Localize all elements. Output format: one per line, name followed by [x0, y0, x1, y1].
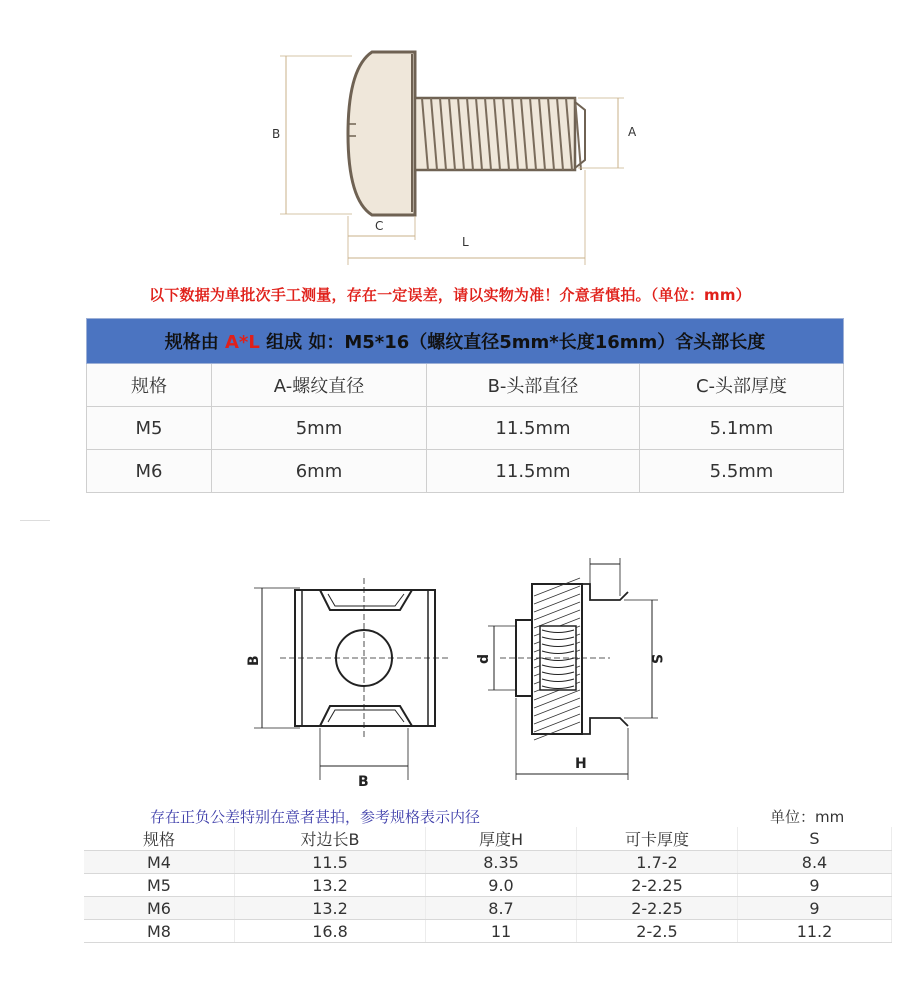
header-highlight: A*L [225, 332, 260, 353]
nut-unit-label: 单位：mm [770, 808, 845, 826]
table-cell: M5 [87, 407, 212, 450]
table-cell: 11.5mm [427, 407, 640, 450]
divider [20, 520, 50, 521]
column-header: 对边长B [235, 827, 426, 851]
cage-nut-spec-table [84, 827, 892, 943]
table-cell: 2-2.5 [577, 920, 738, 943]
table-cell: 1.7-2 [577, 851, 738, 874]
table-cell: 5.5mm [640, 450, 844, 493]
table-row [84, 897, 892, 920]
table-cell: 8.7 [426, 897, 577, 920]
table-cell: 11.2 [738, 920, 892, 943]
table-cell: 5.1mm [640, 407, 844, 450]
table-cell: 13.2 [235, 874, 426, 897]
column-header: 规格 [84, 827, 235, 851]
table-cell: 16.8 [235, 920, 426, 943]
table-row [84, 851, 892, 874]
table-cell: 13.2 [235, 897, 426, 920]
table-cell: M8 [84, 920, 235, 943]
table-row [84, 920, 892, 943]
table-row [87, 364, 844, 407]
table-cell: 8.35 [426, 851, 577, 874]
table-cell: 11 [426, 920, 577, 943]
nut-label-d: d [476, 653, 492, 664]
table-cell: M4 [84, 851, 235, 874]
table-cell: 6mm [212, 450, 427, 493]
table-cell: 5mm [212, 407, 427, 450]
header-suffix: 组成 如：M5*16（螺纹直径5mm*长度16mm）含头部长度 [259, 332, 766, 353]
cage-nut-diagram [240, 548, 664, 790]
table-cell: 9.0 [426, 874, 577, 897]
nut-label-b-left: B [246, 655, 262, 666]
screw-spec-table [86, 318, 844, 493]
screw-label-c: C [375, 219, 384, 233]
column-header: 规格 [87, 364, 212, 407]
column-header: 可卡厚度 [577, 827, 738, 851]
table-cell: M6 [84, 897, 235, 920]
column-header: S [738, 827, 892, 851]
table-cell: 9 [738, 897, 892, 920]
table-cell: 9 [738, 874, 892, 897]
table-row [84, 874, 892, 897]
screw-label-a: A [628, 125, 637, 139]
screw-label-l: L [462, 235, 469, 249]
nut-label-b-bottom: B [358, 774, 369, 790]
table-row [87, 407, 844, 450]
nut-label-s: S [648, 654, 664, 665]
table-cell: 2-2.25 [577, 897, 738, 920]
table-cell: 8.4 [738, 851, 892, 874]
table-cell: 11.5 [235, 851, 426, 874]
nut-tolerance-caption: 存在正负公差特别在意者甚拍，参考规格表示内径 [150, 808, 481, 826]
table-cell: M5 [84, 874, 235, 897]
table-cell: 11.5mm [427, 450, 640, 493]
table-row [84, 827, 892, 851]
table-cell: 2-2.25 [577, 874, 738, 897]
screw-label-b: B [272, 127, 281, 141]
header-prefix: 规格由 [164, 332, 225, 353]
table-cell: M6 [87, 450, 212, 493]
table-row [87, 450, 844, 493]
column-header: 厚度H [426, 827, 577, 851]
screw-diagram [260, 40, 660, 270]
nut-label-h: H [575, 756, 587, 772]
spec-table-header [87, 319, 844, 364]
column-header: C-头部厚度 [640, 364, 844, 407]
column-header: B-头部直径 [427, 364, 640, 407]
column-header: A-螺纹直径 [212, 364, 427, 407]
measurement-notice: 以下数据为单批次手工测量，存在一定误差，请以实物为准！介意者慎拍。（单位：mm） [149, 286, 751, 304]
